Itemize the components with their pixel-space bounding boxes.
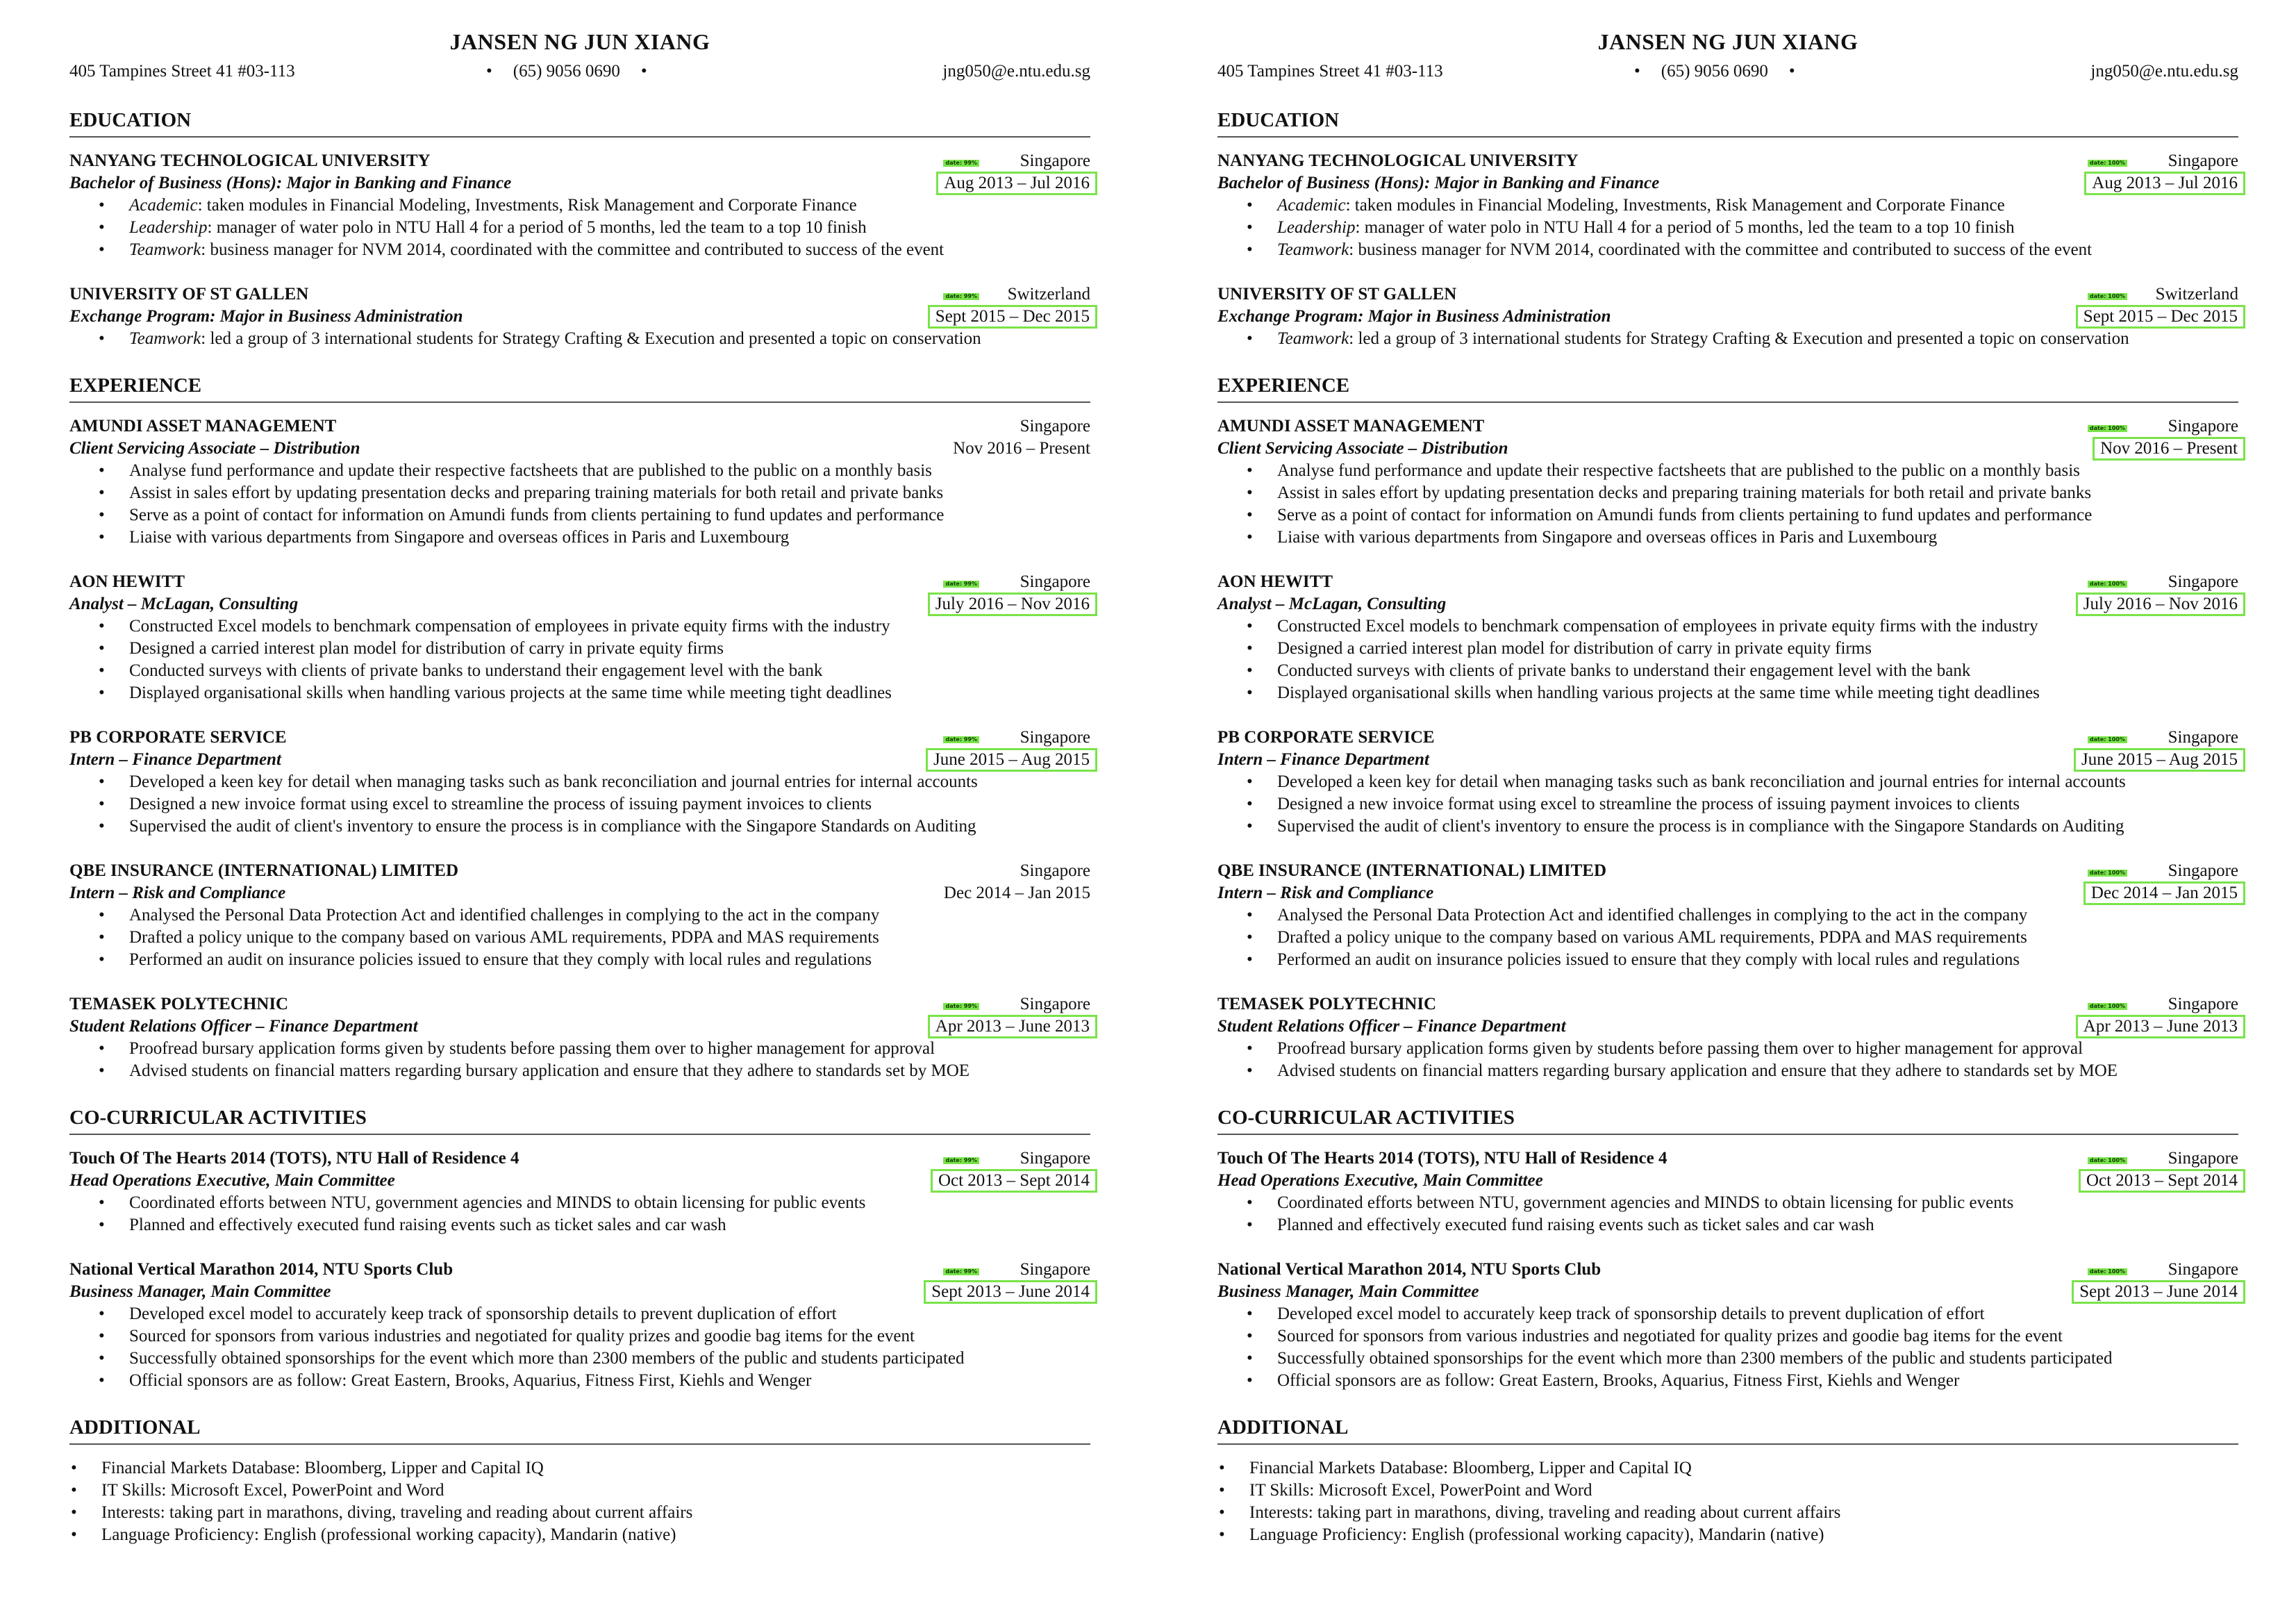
additional-item: • Interests: taking part in marathons, diving, traveling and reading about current affairs [101, 1502, 1090, 1524]
resume-page-right [1148, 0, 2296, 1624]
location: Singapore [1020, 151, 1090, 170]
cca-entry [69, 1259, 1090, 1392]
section-title-additional: ADDITIONAL [69, 1414, 1090, 1445]
bullet-list [69, 1192, 1090, 1236]
entry-header-row [69, 415, 1090, 438]
location: Singapore [2168, 995, 2238, 1013]
bullet-item: • Supervised the audit of client's inventory to ensure the process is in compliance with the Singapore Standards on Auditing [129, 815, 1090, 838]
bullet-list [69, 1038, 1090, 1082]
bullet-item: • Developed excel model to accurately keep track of sponsorship details to prevent duplication of effort [129, 1303, 1090, 1325]
bullet-label: Leadership [129, 218, 208, 237]
bullet-list [69, 460, 1090, 549]
phone-number: • (65) 9056 0690 • [486, 58, 647, 85]
bullet-item [1277, 217, 2238, 239]
organization-name: National Vertical Marathon 2014, NTU Sports Club [69, 1260, 454, 1279]
entry-header-row [1217, 150, 2238, 172]
location: Singapore [2168, 861, 2238, 880]
date-annotation-box: July 2016 – Nov 2016 [928, 593, 1097, 616]
contact-line [69, 58, 1090, 85]
date-annotation-box: Dec 2014 – Jan 2015 [2083, 881, 2245, 905]
location: Singapore [1020, 1149, 1090, 1168]
role-title: Intern – Risk and Compliance [1217, 884, 1434, 902]
bullet-list [69, 328, 1090, 350]
bullet-text: : taken modules in Financial Modeling, Investments, Risk Management and Corporate Finance [197, 196, 857, 215]
bullet-list [69, 1303, 1090, 1392]
date-annotation-label: date: 99% [943, 1003, 979, 1010]
role-title: Business Manager, Main Committee [69, 1282, 331, 1301]
bullet-list [69, 194, 1090, 261]
location: Singapore [2168, 1149, 2238, 1168]
date-annotation-label: date: 100% [2088, 1268, 2127, 1275]
candidate-name: JANSEN NG JUN XIANG [1597, 29, 1858, 54]
additional-section [1217, 1457, 2238, 1546]
section-title-cca: CO-CURRICULAR ACTIVITIES [1217, 1104, 2238, 1135]
bullet-item: • Designed a carried interest plan model for distribution of carry in private equity firms [129, 638, 1090, 660]
entry-header-row [69, 727, 1090, 749]
bullet-label: Teamwork [129, 240, 201, 259]
date-annotation-box: Apr 2013 – June 2013 [2076, 1015, 2245, 1038]
bullet-list [1217, 771, 2238, 838]
organization-name: TEMASEK POLYTECHNIC [1217, 995, 1437, 1013]
bullet-item: • Serve as a point of contact for information on Amundi funds from clients pertaining to fund updates and performance [129, 504, 1090, 527]
experience-entry [1217, 571, 2238, 704]
bullet-item: • Liaise with various departments from Singapore and overseas offices in Paris and Luxembourg [1277, 527, 2238, 549]
date-annotation-box: June 2015 – Aug 2015 [926, 748, 1097, 772]
bullet-label: Teamwork [129, 329, 201, 348]
role-title: Intern – Finance Department [1217, 750, 1429, 769]
bullet-item: • Developed a keen key for detail when managing tasks such as bank reconciliation and journal entries for internal accounts [129, 771, 1090, 793]
location: Singapore [1020, 417, 1090, 436]
bullet-item: • Performed an audit on insurance policies issued to ensure that they comply with local rules and regulations [129, 949, 1090, 971]
bullet-item [1277, 328, 2238, 350]
role-title: Analyst – McLagan, Consulting [1217, 595, 1447, 613]
location: Singapore [2168, 572, 2238, 591]
date-annotation-label: date: 100% [2088, 581, 2127, 588]
organization-name: QBE INSURANCE (INTERNATIONAL) LIMITED [1217, 861, 1607, 880]
bullet-label: Teamwork [1277, 240, 1349, 259]
date-annotation-box: Apr 2013 – June 2013 [928, 1015, 1097, 1038]
bullet-item: • Constructed Excel models to benchmark compensation of employees in private equity firms with the industry [129, 615, 1090, 638]
bullet-item: • Advised students on financial matters regarding bursary application and ensure that they adhere to standards set by MOE [129, 1060, 1090, 1082]
organization-name: NANYANG TECHNOLOGICAL UNIVERSITY [69, 151, 431, 170]
bullet-item: • Advised students on financial matters regarding bursary application and ensure that they adhere to standards set by MOE [1277, 1060, 2238, 1082]
date-annotation-box: Aug 2013 – Jul 2016 [936, 172, 1097, 195]
bullet-label: Leadership [1277, 218, 1356, 237]
bullet-item [1277, 239, 2238, 261]
bullet-item: • Liaise with various departments from Singapore and overseas offices in Paris and Luxembourg [129, 527, 1090, 549]
education-entry [69, 283, 1090, 350]
entry-header-row [69, 150, 1090, 172]
location: Singapore [1020, 572, 1090, 591]
email-address: jng050@e.ntu.edu.sg [2090, 62, 2238, 81]
bullet-list [1217, 194, 2238, 261]
date-annotation-box: Sept 2013 – June 2014 [924, 1280, 1097, 1304]
date-annotation-label: date: 99% [943, 293, 979, 300]
location: Singapore [1020, 995, 1090, 1013]
date-annotation-box: Aug 2013 – Jul 2016 [2084, 172, 2245, 195]
date-annotation-box: June 2015 – Aug 2015 [2074, 748, 2245, 772]
bullet-item: • Proofread bursary application forms given by students before passing them over to higher management for approval [1277, 1038, 2238, 1060]
bullet-text: : manager of water polo in NTU Hall 4 for a period of 5 months, led the team to a top 10 finish [1355, 218, 2015, 237]
bullet-item: • Assist in sales effort by updating presentation decks and preparing training materials for both retail and private banks [129, 482, 1090, 504]
bullet-item: • Drafted a policy unique to the company based on various AML requirements, PDPA and MAS requirements [129, 927, 1090, 949]
bullet-list [69, 771, 1090, 838]
bullet-item: • Drafted a policy unique to the company based on various AML requirements, PDPA and MAS requirements [1277, 927, 2238, 949]
bullet-label: Teamwork [1277, 329, 1349, 348]
entry-header-row [1217, 727, 2238, 749]
role-title: Exchange Program: Major in Business Administration [1217, 307, 1611, 326]
bullet-item: • Official sponsors are as follow: Great Eastern, Brooks, Aquarius, Fitness First, Kiehls and Wenger [1277, 1370, 2238, 1392]
bullet-item: • Analysed the Personal Data Protection Act and identified challenges in complying to the act in the company [129, 904, 1090, 927]
role-title: Bachelor of Business (Hons): Major in Banking and Finance [1217, 174, 1660, 192]
additional-item: • IT Skills: Microsoft Excel, PowerPoint and Word [1249, 1480, 2238, 1502]
bullet-text: : led a group of 3 international students for Strategy Crafting & Execution and presented a topic on conservation [201, 329, 981, 348]
date-annotation-box: Sept 2015 – Dec 2015 [928, 305, 1097, 329]
location: Switzerland [2155, 285, 2238, 304]
location: Singapore [1020, 861, 1090, 880]
role-title: Analyst – McLagan, Consulting [69, 595, 299, 613]
role-title: Exchange Program: Major in Business Administration [69, 307, 463, 326]
bullet-list [69, 904, 1090, 971]
entry-header-row [69, 283, 1090, 306]
bullet-item: • Performed an audit on insurance policies issued to ensure that they comply with local rules and regulations [1277, 949, 2238, 971]
cca-entry [69, 1147, 1090, 1236]
organization-name: Touch Of The Hearts 2014 (TOTS), NTU Hall of Residence 4 [69, 1149, 519, 1168]
bullet-item: • Official sponsors are as follow: Great Eastern, Brooks, Aquarius, Fitness First, Kiehls and Wenger [129, 1370, 1090, 1392]
additional-item: • Financial Markets Database: Bloomberg, Lipper and Capital IQ [1249, 1457, 2238, 1480]
education-entry [1217, 150, 2238, 261]
date-annotation-box: Sept 2013 – June 2014 [2072, 1280, 2245, 1304]
bullet-list [1217, 1192, 2238, 1236]
entry-role-row [69, 438, 1090, 460]
resume-content [69, 25, 1090, 1546]
bullet-list [1217, 615, 2238, 704]
additional-section [69, 1457, 1090, 1546]
entry-header-row [69, 1259, 1090, 1281]
bullet-item: • Developed a keen key for detail when managing tasks such as bank reconciliation and journal entries for internal accounts [1277, 771, 2238, 793]
experience-entry [1217, 415, 2238, 549]
date-range: Nov 2016 – Present [953, 439, 1090, 458]
date-annotation-box: Nov 2016 – Present [2093, 437, 2245, 461]
additional-item: • Language Proficiency: English (professional working capacity), Mandarin (native) [1249, 1524, 2238, 1546]
bullet-item [129, 217, 1090, 239]
date-annotation-label: date: 100% [2088, 736, 2127, 743]
bullet-list [1217, 328, 2238, 350]
date-annotation-box: Oct 2013 – Sept 2014 [931, 1169, 1097, 1193]
date-annotation-label: date: 99% [943, 581, 979, 588]
organization-name: National Vertical Marathon 2014, NTU Sports Club [1217, 1260, 1602, 1279]
entry-header-row [69, 993, 1090, 1016]
role-title: Head Operations Executive, Main Committee [1217, 1171, 1543, 1190]
education-entry [1217, 283, 2238, 350]
location: Singapore [2168, 728, 2238, 747]
entry-header-row [1217, 283, 2238, 306]
date-annotation-label: date: 100% [2088, 425, 2127, 432]
location: Switzerland [1007, 285, 1090, 304]
entry-header-row [1217, 415, 2238, 438]
entry-header-row [69, 860, 1090, 882]
date-annotation-label: date: 100% [2088, 870, 2127, 877]
organization-name: PB CORPORATE SERVICE [1217, 728, 1435, 747]
experience-entry [69, 860, 1090, 971]
date-annotation-label: date: 99% [943, 736, 979, 743]
organization-name: AON HEWITT [1217, 572, 1333, 591]
date-annotation-box: Oct 2013 – Sept 2014 [2079, 1169, 2245, 1193]
date-annotation-box: July 2016 – Nov 2016 [2076, 593, 2245, 616]
bullet-item: • Successfully obtained sponsorships for the event which more than 2300 members of the public and students participated [1277, 1348, 2238, 1370]
organization-name: QBE INSURANCE (INTERNATIONAL) LIMITED [69, 861, 459, 880]
bullet-item: • Displayed organisational skills when handling various projects at the same time while meeting tight deadlines [1277, 682, 2238, 704]
role-title: Head Operations Executive, Main Committee [69, 1171, 395, 1190]
date-annotation-label: date: 99% [943, 1268, 979, 1275]
section-title-education: EDUCATION [69, 107, 1090, 138]
address: 405 Tampines Street 41 #03-113 [1217, 62, 1443, 81]
bullet-item: • Coordinated efforts between NTU, government agencies and MINDS to obtain licensing for public events [1277, 1192, 2238, 1214]
education-entry [69, 150, 1090, 261]
section-title-cca: CO-CURRICULAR ACTIVITIES [69, 1104, 1090, 1135]
cca-entry [1217, 1259, 2238, 1392]
bullet-item: • Constructed Excel models to benchmark compensation of employees in private equity firms with the industry [1277, 615, 2238, 638]
bullet-item: • Analysed the Personal Data Protection Act and identified challenges in complying to the act in the company [1277, 904, 2238, 927]
bullet-item: • Displayed organisational skills when handling various projects at the same time while meeting tight deadlines [129, 682, 1090, 704]
role-title: Student Relations Officer – Finance Department [1217, 1017, 1566, 1036]
bullet-item: • Conducted surveys with clients of private banks to understand their engagement level with the bank [1277, 660, 2238, 682]
bullet-item: • Conducted surveys with clients of private banks to understand their engagement level with the bank [129, 660, 1090, 682]
location: Singapore [1020, 1260, 1090, 1279]
organization-name: Touch Of The Hearts 2014 (TOTS), NTU Hall of Residence 4 [1217, 1149, 1667, 1168]
bullet-item [129, 194, 1090, 217]
additional-item: • Interests: taking part in marathons, diving, traveling and reading about current affairs [1249, 1502, 2238, 1524]
bullet-item: • Planned and effectively executed fund raising events such as ticket sales and car wash [129, 1214, 1090, 1236]
location: Singapore [1020, 728, 1090, 747]
entry-header-row [1217, 993, 2238, 1016]
bullet-list [69, 615, 1090, 704]
candidate-name: JANSEN NG JUN XIANG [449, 29, 710, 54]
role-title: Bachelor of Business (Hons): Major in Banking and Finance [69, 174, 512, 192]
bullet-item [129, 239, 1090, 261]
bullet-item: • Successfully obtained sponsorships for the event which more than 2300 members of the public and students participated [129, 1348, 1090, 1370]
experience-entry [69, 415, 1090, 549]
email-address: jng050@e.ntu.edu.sg [942, 62, 1090, 81]
date-annotation-label: date: 99% [943, 1157, 979, 1164]
entry-header-row [1217, 860, 2238, 882]
experience-entry [69, 727, 1090, 838]
experience-entry [69, 571, 1090, 704]
experience-entry [1217, 727, 2238, 838]
bullet-item: • Sourced for sponsors from various industries and negotiated for quality prizes and goodie bag items for the event [129, 1325, 1090, 1348]
entry-header-row [1217, 1259, 2238, 1281]
organization-name: UNIVERSITY OF ST GALLEN [1217, 285, 1457, 304]
bullet-list [1217, 1038, 2238, 1082]
role-title: Student Relations Officer – Finance Department [69, 1017, 418, 1036]
bullet-item: • Designed a new invoice format using excel to streamline the process of issuing payment invoices to clients [129, 793, 1090, 815]
role-title: Business Manager, Main Committee [1217, 1282, 1479, 1301]
organization-name: AMUNDI ASSET MANAGEMENT [69, 417, 337, 436]
bullet-item: • Designed a carried interest plan model for distribution of carry in private equity firms [1277, 638, 2238, 660]
address: 405 Tampines Street 41 #03-113 [69, 62, 295, 81]
bullet-list [1217, 1303, 2238, 1392]
date-annotation-label: date: 100% [2088, 1157, 2127, 1164]
section-title-experience: EXPERIENCE [69, 372, 1090, 403]
bullet-text: : business manager for NVM 2014, coordinated with the committee and contributed to success of the event [201, 240, 945, 259]
entry-role-row [69, 882, 1090, 904]
bullet-item: • Developed excel model to accurately keep track of sponsorship details to prevent duplication of effort [1277, 1303, 2238, 1325]
bullet-list [1217, 904, 2238, 971]
organization-name: UNIVERSITY OF ST GALLEN [69, 285, 309, 304]
organization-name: PB CORPORATE SERVICE [69, 728, 287, 747]
section-title-education: EDUCATION [1217, 107, 2238, 138]
bullet-item: • Proofread bursary application forms given by students before passing them over to higher management for approval [129, 1038, 1090, 1060]
bullet-item [129, 328, 1090, 350]
bullet-list [1217, 460, 2238, 549]
contact-line [1217, 58, 2238, 85]
cca-entry [1217, 1147, 2238, 1236]
entry-header-row [69, 1147, 1090, 1170]
bullet-item: • Analyse fund performance and update their respective factsheets that are published to the public on a monthly basis [129, 460, 1090, 482]
role-title: Client Servicing Associate – Distribution [1217, 439, 1508, 458]
bullet-text: : led a group of 3 international students for Strategy Crafting & Execution and presented a topic on conservation [1349, 329, 2129, 348]
resume-content [1217, 25, 2238, 1546]
entry-header-row [69, 571, 1090, 593]
bullet-item: • Serve as a point of contact for information on Amundi funds from clients pertaining to fund updates and performance [1277, 504, 2238, 527]
date-annotation-label: date: 99% [943, 160, 979, 167]
role-title: Client Servicing Associate – Distribution [69, 439, 360, 458]
experience-entry [69, 993, 1090, 1082]
organization-name: AON HEWITT [69, 572, 185, 591]
bullet-item: • Supervised the audit of client's inventory to ensure the process is in compliance with the Singapore Standards on Auditing [1277, 815, 2238, 838]
date-annotation-label: date: 100% [2088, 293, 2127, 300]
date-annotation-box: Sept 2015 – Dec 2015 [2076, 305, 2245, 329]
bullet-item: • Analyse fund performance and update their respective factsheets that are published to the public on a monthly basis [1277, 460, 2238, 482]
bullet-text: : business manager for NVM 2014, coordinated with the committee and contributed to success of the event [1349, 240, 2093, 259]
bullet-label: Academic [129, 196, 198, 215]
bullet-item: • Designed a new invoice format using excel to streamline the process of issuing payment invoices to clients [1277, 793, 2238, 815]
phone-number: • (65) 9056 0690 • [1634, 58, 1795, 85]
additional-item: • Language Proficiency: English (professional working capacity), Mandarin (native) [101, 1524, 1090, 1546]
bullet-text: : manager of water polo in NTU Hall 4 for a period of 5 months, led the team to a top 10 finish [207, 218, 867, 237]
bullet-item: • Coordinated efforts between NTU, government agencies and MINDS to obtain licensing for public events [129, 1192, 1090, 1214]
bullet-item: • Planned and effectively executed fund raising events such as ticket sales and car wash [1277, 1214, 2238, 1236]
location: Singapore [2168, 151, 2238, 170]
organization-name: AMUNDI ASSET MANAGEMENT [1217, 417, 1485, 436]
bullet-item: • Assist in sales effort by updating presentation decks and preparing training materials for both retail and private banks [1277, 482, 2238, 504]
organization-name: TEMASEK POLYTECHNIC [69, 995, 289, 1013]
entry-header-row [1217, 1147, 2238, 1170]
additional-item: • IT Skills: Microsoft Excel, PowerPoint and Word [101, 1480, 1090, 1502]
bullet-item: • Sourced for sponsors from various industries and negotiated for quality prizes and goodie bag items for the event [1277, 1325, 2238, 1348]
section-title-experience: EXPERIENCE [1217, 372, 2238, 403]
role-title: Intern – Risk and Compliance [69, 884, 286, 902]
location: Singapore [2168, 417, 2238, 436]
bullet-text: : taken modules in Financial Modeling, Investments, Risk Management and Corporate Finance [1345, 196, 2005, 215]
experience-entry [1217, 860, 2238, 971]
organization-name: NANYANG TECHNOLOGICAL UNIVERSITY [1217, 151, 1579, 170]
role-title: Intern – Finance Department [69, 750, 281, 769]
entry-header-row [1217, 571, 2238, 593]
location: Singapore [2168, 1260, 2238, 1279]
bullet-item [1277, 194, 2238, 217]
date-range: Dec 2014 – Jan 2015 [943, 884, 1090, 902]
date-annotation-label: date: 100% [2088, 1003, 2127, 1010]
bullet-label: Academic [1277, 196, 1346, 215]
experience-entry [1217, 993, 2238, 1082]
section-title-additional: ADDITIONAL [1217, 1414, 2238, 1445]
additional-item: • Financial Markets Database: Bloomberg, Lipper and Capital IQ [101, 1457, 1090, 1480]
date-annotation-label: date: 100% [2088, 160, 2127, 167]
